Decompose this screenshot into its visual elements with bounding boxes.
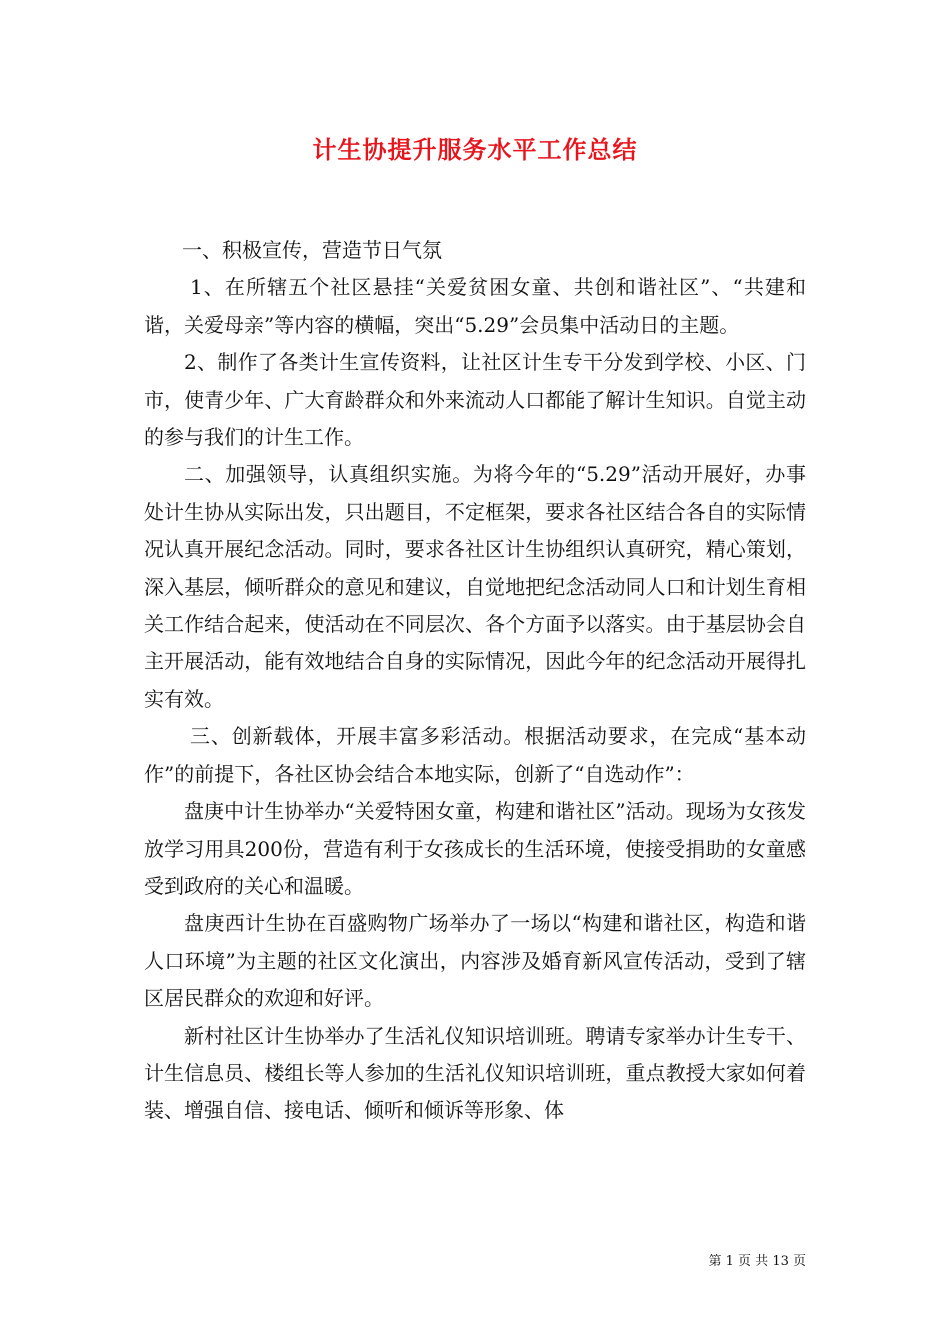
section-heading-1: 一、积极宣传，营造节日气氛 xyxy=(182,238,442,262)
paragraph-xincun: 新村社区计生协举办了生活礼仪知识培训班。聘请专家举办计生专干、计生信息员、楼组长等人参加的生活礼仪知识培训班，重点教授大家如何着装、增强自信、接电话、倾听和倾诉等形象、体 xyxy=(144,1023,806,1123)
document-title: 计生协提升服务水平工作总结 xyxy=(312,135,638,164)
document-body xyxy=(144,232,806,1130)
section-heading-2-paragraph: 二、加强领导，认真组织实施。为将今年的“5.29”活动开展好，办事处计生协从实际出发，只出题目，不定框架，要求各社区结合各自的实际情况认真开展纪念活动。同时，要求各社区计生协组织认真研究，精心策划，深入基层，倾听群众的意见和建议，自觉地把纪念活动同人口和计划生育相关工作结合起来，使活动在不同层次、各个方面予以落实。由于基层协会自主开展活动，能有效地结合自身的实际情况，因此今年的纪念活动开展得扎实有效。 xyxy=(144,462,806,711)
paragraph-item-2: 2、制作了各类计生宣传资料，让社区计生专干分发到学校、小区、门市，使青少年、广大育龄群众和外来流动人口都能了解计生知识。自觉主动的参与我们的计生工作。 xyxy=(144,350,806,450)
section-heading-3-paragraph: 三、创新载体，开展丰富多彩活动。根据活动要求，在完成“基本动作”的前提下，各社区协会结合本地实际，创新了“自选动作”： xyxy=(144,724,806,786)
page-number-footer: 第 1 页 共 13 页 xyxy=(708,1254,806,1269)
paragraph-pangengzhong: 盘庚中计生协举办“关爱特困女童，构建和谐社区”活动。现场为女孩发放学习用具200份，营造有利于女孩成长的生活环境，使接受捐助的女童感受到政府的关心和温暖。 xyxy=(144,799,806,898)
paragraph-item-1: 1、在所辖五个社区悬挂“关爱贫困女童、共创和谐社区”、“共建和谐，关爱母亲”等内容的横幅，突出“5.29”会员集中活动日的主题。 xyxy=(144,275,806,337)
paragraph-pangengxi: 盘庚西计生协在百盛购物广场举办了一场以“构建和谐社区，构造和谐人口环境”为主题的社区文化演出，内容涉及婚育新风宣传活动，受到了辖区居民群众的欢迎和好评。 xyxy=(144,911,806,1011)
